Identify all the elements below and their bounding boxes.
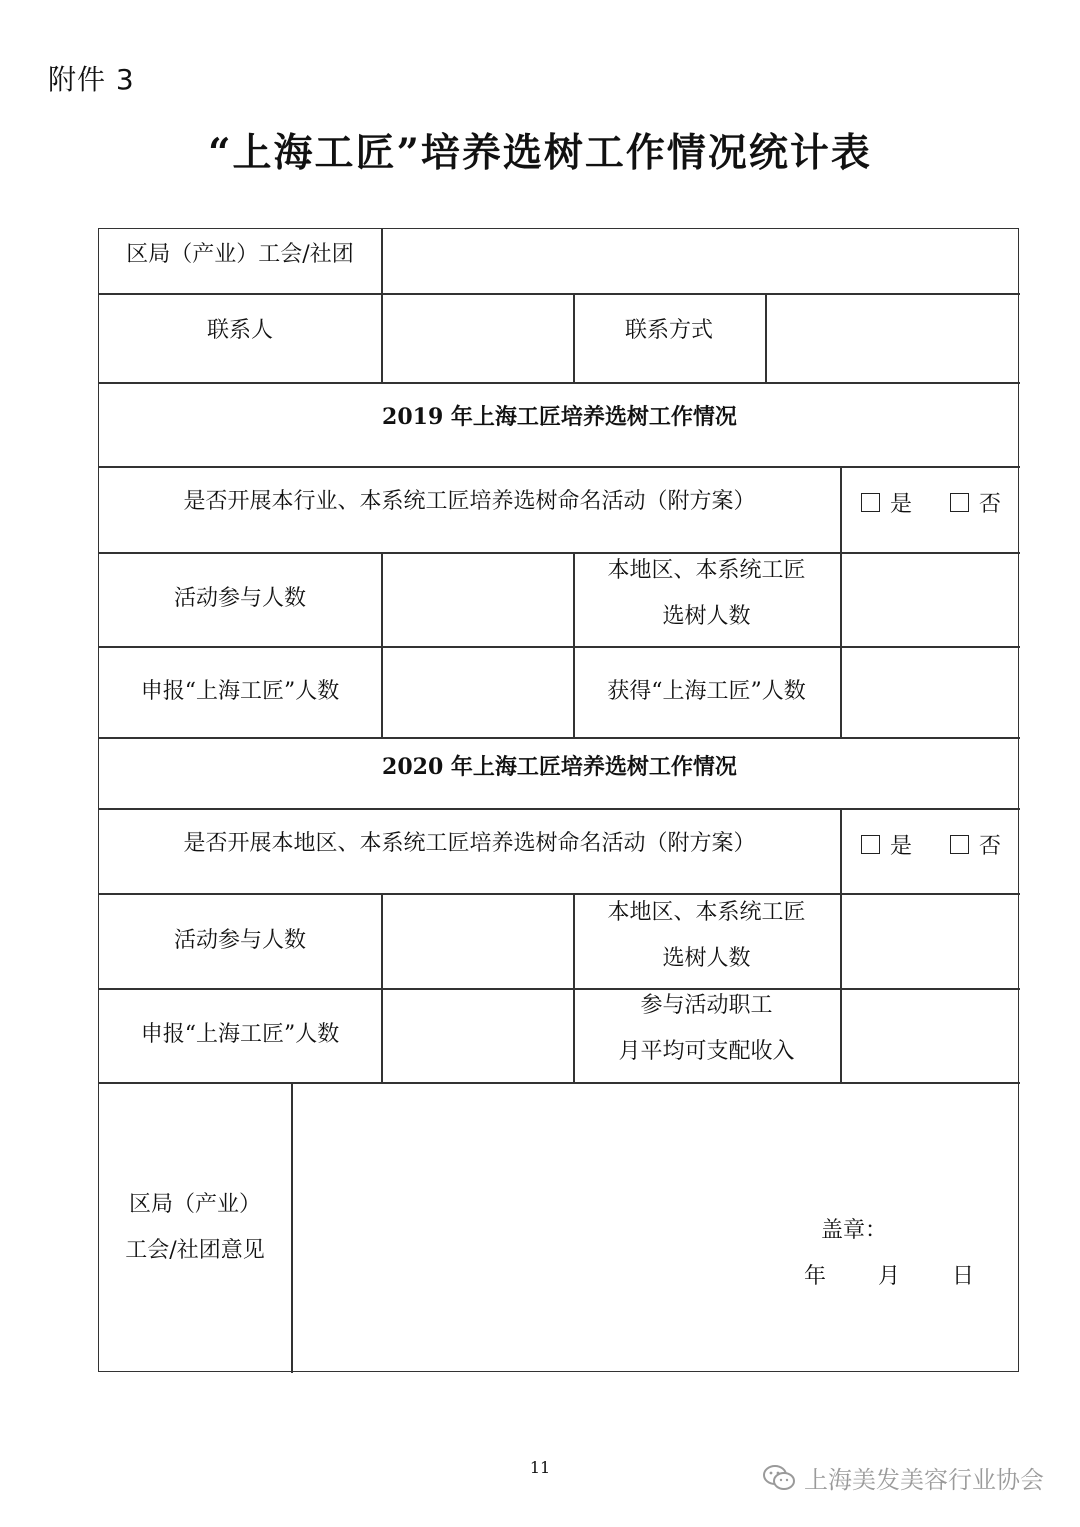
p2019-awarded-input[interactable]	[842, 646, 1020, 737]
contact-method-input[interactable]	[767, 293, 1020, 382]
section-2020-title: 2020 年上海工匠培养选树工作情况	[382, 754, 737, 780]
p2020-declared-input[interactable]	[383, 988, 573, 1082]
q2020-yes-option[interactable]	[861, 829, 912, 860]
p2020-income-input[interactable]	[842, 988, 1020, 1082]
q2020-no-option[interactable]	[950, 829, 1001, 860]
p2019-selected-label: 本地区、本系统工匠 选树人数	[607, 558, 806, 629]
p2019-declared-input[interactable]	[383, 646, 573, 737]
p2020-participants-label: 活动参与人数	[173, 927, 306, 953]
p2020-participants-input[interactable]	[383, 893, 573, 988]
seal-label: 盖章：	[821, 1218, 888, 1243]
p2020-income-label: 参与活动职工 月平均可支配收入	[618, 993, 795, 1064]
q2019-label: 是否开展本行业、本系统工匠培养选树命名活动（附方案）	[183, 489, 756, 514]
p2019-participants-label: 活动参与人数	[173, 586, 306, 611]
checkbox-icon[interactable]	[950, 835, 969, 854]
p2019-selected-input[interactable]	[842, 552, 1020, 646]
attachment-label: 附件 3	[48, 63, 135, 96]
p2019-declared-label: 申报“上海工匠”人数	[140, 678, 340, 704]
q2019-yes-option[interactable]	[861, 487, 912, 518]
date-day-label: 日	[952, 1264, 975, 1289]
q2019-no-label: 否	[978, 491, 1001, 517]
date-year-label: 年	[804, 1264, 827, 1289]
opinion-input[interactable]	[293, 1082, 1020, 1373]
union-label: 区局（产业）工会/社团	[126, 242, 354, 267]
q2020-options	[842, 808, 1020, 880]
page-title: “上海工匠”培养选树工作情况统计表	[208, 130, 872, 176]
watermark	[762, 1460, 1044, 1495]
opinion-label: 区局（产业） 工会/社团意见	[125, 1191, 265, 1263]
contact-person-input[interactable]	[383, 293, 573, 382]
q2020-no-label: 否	[978, 833, 1001, 859]
p2020-selected-label: 本地区、本系统工匠 选树人数	[607, 899, 806, 971]
union-input[interactable]	[383, 229, 1020, 293]
wechat-icon	[762, 1464, 796, 1492]
page-number: 11	[529, 1458, 551, 1477]
contact-person-label: 联系人	[206, 318, 273, 343]
date-month-label: 月	[878, 1264, 901, 1289]
statistics-form	[98, 228, 1019, 1372]
q2019-options	[842, 466, 1020, 538]
p2019-awarded-label: 获得“上海工匠”人数	[607, 678, 806, 704]
checkbox-icon[interactable]	[861, 835, 880, 854]
contact-method-label: 联系方式	[624, 318, 713, 343]
p2019-participants-input[interactable]	[383, 552, 573, 646]
section-2019-title: 2019 年上海工匠培养选树工作情况	[382, 404, 737, 430]
q2019-no-option[interactable]	[950, 487, 1001, 518]
q2020-label: 是否开展本地区、本系统工匠培养选树命名活动（附方案）	[183, 831, 756, 856]
q2020-yes-label: 是	[889, 833, 912, 859]
p2020-declared-label: 申报“上海工匠”人数	[140, 1022, 340, 1047]
checkbox-icon[interactable]	[861, 493, 880, 512]
watermark-text: 上海美发美容行业协会	[804, 1466, 1044, 1494]
p2020-selected-input[interactable]	[842, 893, 1020, 988]
q2019-yes-label: 是	[889, 491, 912, 517]
checkbox-icon[interactable]	[950, 493, 969, 512]
